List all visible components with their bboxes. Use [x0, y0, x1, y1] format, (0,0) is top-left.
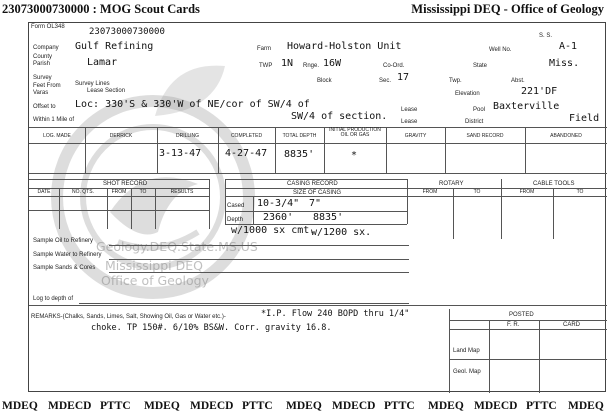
shot-header-no-qts: NO. QTS. [72, 189, 94, 195]
posted-header-card: CARD [563, 322, 581, 328]
cable-header-to: TO [576, 189, 584, 195]
form-number: Form OL348 [31, 24, 65, 30]
offset-line2: SW/4 of section. [291, 111, 388, 122]
cable-header-from: FROM [519, 189, 535, 195]
summary-header-gravity: GRAVITY [404, 133, 427, 139]
casing-cased-label: Cased [227, 203, 245, 209]
sample-water-label: Sample Water to Refinery [33, 252, 102, 258]
watermark-line1: Mississippi DEQ [105, 258, 203, 273]
header-title-left: 23073000730000 : MOG Scout Cards [2, 2, 200, 16]
county-value: Lamar [87, 57, 118, 68]
well-no-value: A-1 [559, 41, 578, 52]
watermark-line2: Office of Geology [101, 273, 209, 288]
casing-depth-label: Depth [227, 217, 244, 223]
feet-from-label: Feet From [33, 83, 61, 89]
casing-cement-1: w/1000 sx cmt. [231, 225, 316, 236]
casing-record-title: CASING RECORD [287, 181, 338, 187]
ss-label: S. S. [539, 33, 553, 39]
rotary-header-to: TO [473, 189, 481, 195]
footer-item: MDEQ [286, 400, 322, 412]
survey-label: Survey [33, 75, 52, 81]
lease-section-label: Lease Section [87, 88, 126, 94]
rotary-header-from: FROM [422, 189, 438, 195]
sec-label: Sec. [379, 78, 392, 84]
farm-label: Farm [257, 46, 271, 52]
shot-header-from: FROM [111, 189, 127, 195]
footer-item: PTTC [100, 400, 131, 412]
sec-value: 17 [397, 72, 410, 83]
county-label: County [33, 54, 53, 60]
summary-completed-value: 4-27-47 [225, 148, 268, 159]
summary-header-total-depth: TOTAL DEPTH [282, 133, 317, 139]
offset-to-label: Offset to [33, 104, 56, 110]
summary-header-sand-record: SAND RECORD [466, 133, 504, 139]
summary-header-derrick: DERRICK [109, 133, 133, 139]
api-number-stamp: 23073000730000 [89, 27, 165, 37]
footer-item: PTTC [384, 400, 415, 412]
posted-land-map: Land Map [453, 348, 480, 354]
casing-cased-2: 7" [309, 198, 322, 209]
remarks-line-2: choke. TP 150#. 6/10% BS&W. Corr. gravity 16.8. [91, 323, 332, 333]
casing-depth-1: 2360' [263, 212, 294, 223]
lease-label-2: Lease [401, 119, 418, 125]
footer-item: MDEQ [428, 400, 464, 412]
parish-label: Parish [33, 61, 51, 67]
footer-item: MDECD [332, 400, 376, 412]
twp2-label: Twp. [449, 78, 462, 84]
footer-item: MDECD [190, 400, 234, 412]
summary-header-initial-production: INITIAL PRODUCTION OIL OR GAS [329, 127, 381, 138]
shot-header-results: RESULTS [170, 189, 194, 195]
district-value: Field [569, 113, 600, 124]
casing-cement-2: w/1200 sx. [311, 227, 372, 238]
summary-header-completed: COMPLETED [230, 133, 263, 139]
page-header [0, 0, 608, 18]
footer-item: PTTC [242, 400, 273, 412]
offset-line1: Loc: 330'S & 330'W of NE/cor of SW/4 of [75, 99, 310, 110]
summary-drilling-value: 3-13-47 [159, 148, 202, 159]
state-label: State [473, 63, 488, 69]
shot-header-to: TO [139, 189, 147, 195]
lease-label: Lease [401, 107, 418, 113]
footer-item: MDEQ [144, 400, 180, 412]
scout-card [28, 22, 606, 392]
casing-depth-2: 8835' [313, 212, 344, 223]
pool-value: Baxterville [493, 101, 560, 112]
cable-tools-title: CABLE TOOLS [533, 181, 575, 187]
block-label: Block [317, 78, 332, 84]
well-no-label: Well No. [489, 47, 512, 53]
farm-value: Howard-Holston Unit [287, 41, 402, 52]
casing-size-header: SIZE OF CASING [293, 190, 342, 196]
rotary-title: ROTARY [439, 181, 464, 187]
remarks-line-1: *I.P. Flow 240 BOPD thru 1/4" [261, 309, 410, 319]
shot-record-title: SHOT RECORD [103, 181, 148, 187]
summary-total-depth-value: 8835' [284, 149, 315, 160]
summary-initial-production-value: * [351, 150, 358, 161]
elevation-label: Elevation [455, 91, 480, 97]
summary-header-log-made: LOG. MADE [43, 133, 71, 139]
page-footer [0, 400, 608, 416]
watermark-url: Geology.DEQ.State.MS.US [96, 239, 258, 254]
footer-item: MDECD [48, 400, 92, 412]
posted-header-fr: F. R. [507, 322, 520, 328]
casing-cased-1: 10-3/4" [257, 198, 300, 209]
footer-item: MDEQ [2, 400, 38, 412]
district-label: District [465, 119, 484, 125]
rnge-label: Rnge. [303, 63, 320, 69]
posted-title: POSTED [509, 312, 534, 318]
survey-lines-label: Survey Lines [75, 81, 110, 87]
summary-header-abandoned: ABANDONED [550, 133, 582, 139]
state-value: Miss. [549, 58, 580, 69]
abst-label: Abst. [511, 78, 525, 84]
co-ord-label: Co-Ord. [383, 63, 405, 69]
footer-item: PTTC [526, 400, 557, 412]
pool-label: Pool [473, 107, 486, 113]
company-label: Company [33, 45, 59, 51]
twp-label: TWP [259, 63, 273, 69]
footer-item: MDEQ [568, 400, 604, 412]
footer-item: MDECD [474, 400, 518, 412]
log-to-depth-label: Log to depth of [33, 296, 74, 302]
rnge-value: 16W [323, 58, 342, 69]
posted-geol-map: Geol. Map [453, 369, 481, 375]
twp-value: 1N [281, 58, 294, 69]
header-title-right: Mississippi DEQ - Office of Geology [411, 2, 604, 16]
sample-oil-label: Sample Oil to Refinery [33, 238, 94, 244]
sample-sands-label: Sample Sands & Cores [33, 265, 96, 271]
shot-header-date: DATE [37, 189, 51, 195]
summary-header-drilling: DRILLING [175, 133, 200, 139]
remarks-label: REMARKS-(Chalks, Sands, Limes, Salt, Showing Oil, Gas or Water etc.)- [31, 314, 226, 320]
company-value: Gulf Refining [75, 41, 154, 52]
within-1-mile-label: Within 1 Mile of [33, 117, 75, 123]
elevation-value: 221'DF [521, 86, 558, 97]
varas-label: Varas [33, 90, 49, 96]
